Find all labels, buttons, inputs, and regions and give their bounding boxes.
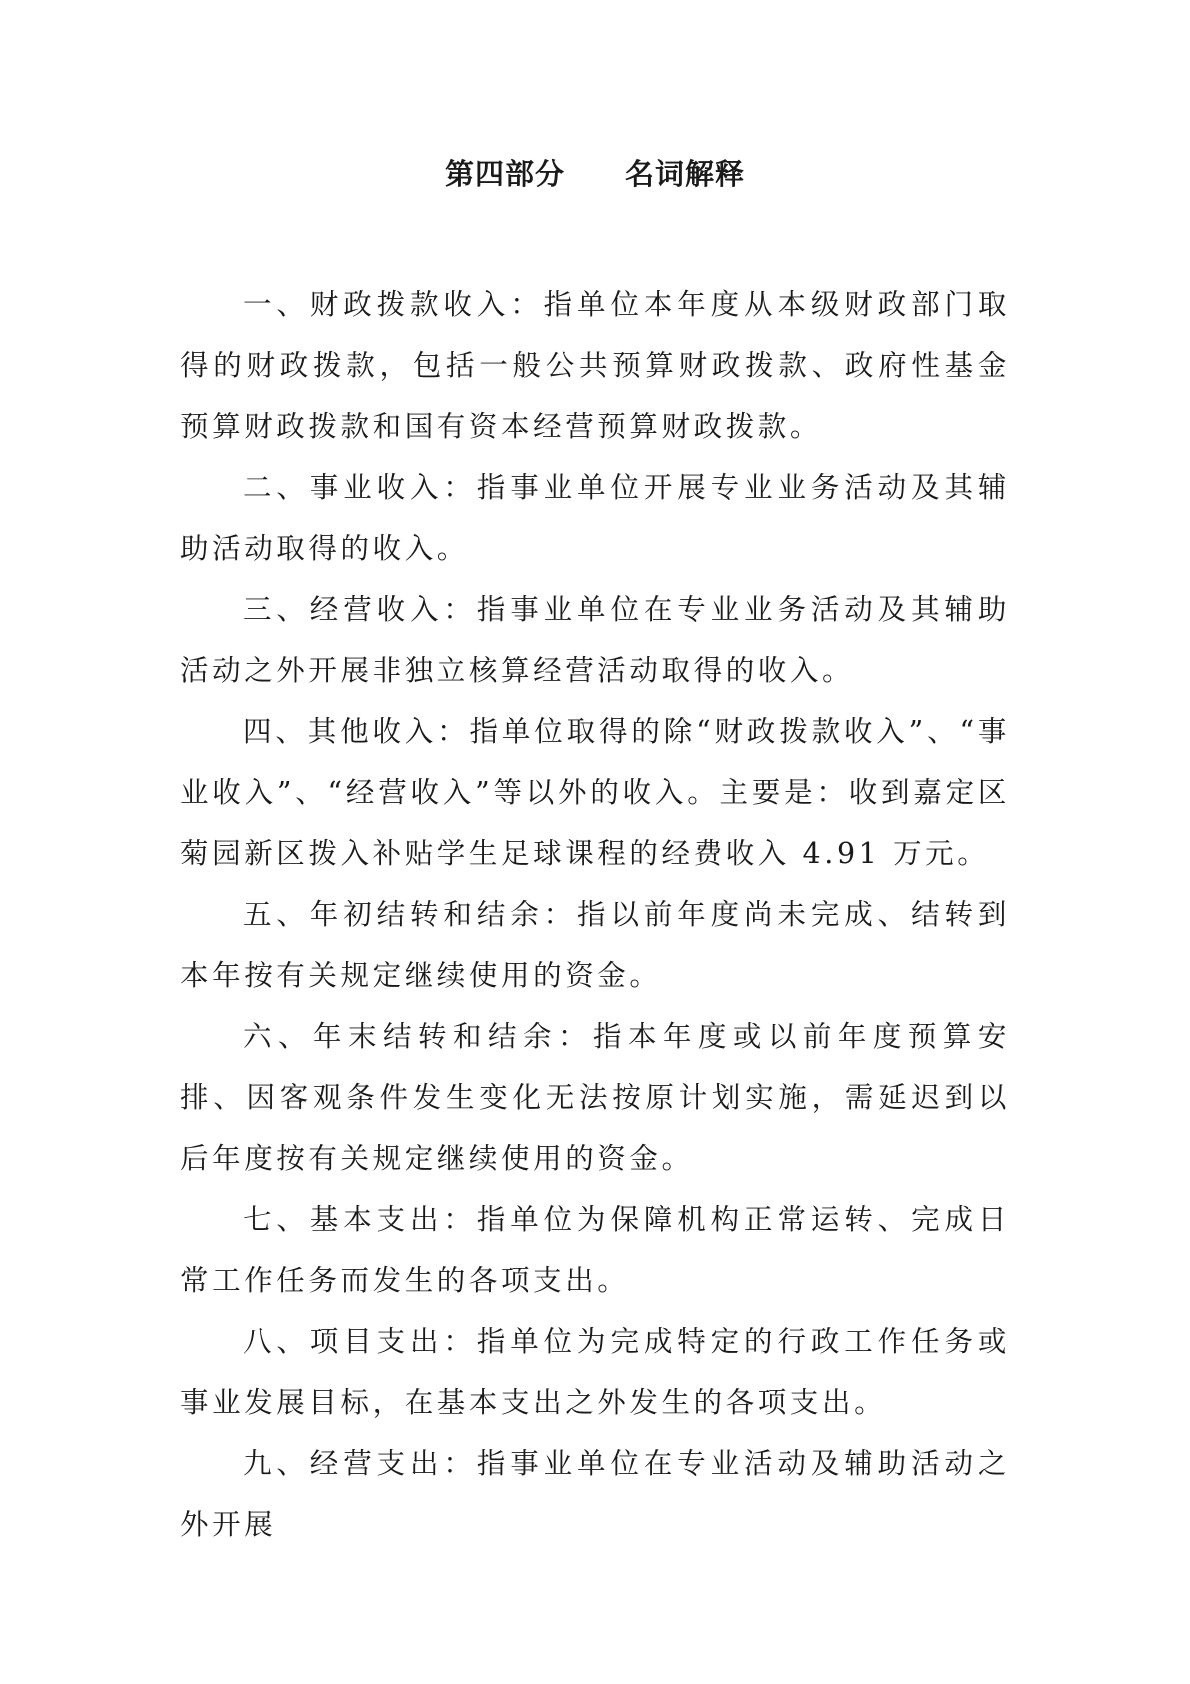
paragraph-business-income: 二、事业收入：指事业单位开展专业业务活动及其辅助活动取得的收入。	[180, 471, 1010, 565]
paragraph-fiscal-appropriation-income: 一、财政拨款收入：指单位本年度从本级财政部门取得的财政拨款，包括一般公共预算财政拨款、政府性基金预算财政拨款和国有资本经营预算财政拨款。	[180, 288, 1010, 443]
page-title: 第四部分 名词解释	[444, 157, 745, 191]
paragraph-operating-expenditure: 九、经营支出：指事业单位在专业活动及辅助活动之外开展	[180, 1447, 1010, 1541]
paragraph-closing-carryover: 六、年末结转和结余：指本年度或以前年度预算安排、因客观条件发生变化无法按原计划实施，需延迟到以后年度按有关规定继续使用的资金。	[180, 1020, 1010, 1175]
paragraph-basic-expenditure: 七、基本支出：指单位为保障机构正常运转、完成日常工作任务而发生的各项支出。	[180, 1203, 1010, 1297]
glossary-body	[180, 274, 1010, 1555]
paragraph-project-expenditure: 八、项目支出：指单位为完成特定的行政工作任务或事业发展目标，在基本支出之外发生的各项支出。	[180, 1325, 1010, 1419]
paragraph-opening-carryover: 五、年初结转和结余：指以前年度尚未完成、结转到本年按有关规定继续使用的资金。	[180, 898, 1010, 992]
paragraph-operating-income: 三、经营收入：指事业单位在专业业务活动及其辅助活动之外开展非独立核算经营活动取得的收入。	[180, 593, 1010, 687]
paragraph-other-income: 四、其他收入：指单位取得的除“财政拨款收入”、“事业收入”、“经营收入”等以外的收入。主要是：收到嘉定区菊园新区拨入补贴学生足球课程的经费收入 4.91 万元。	[180, 715, 1010, 870]
